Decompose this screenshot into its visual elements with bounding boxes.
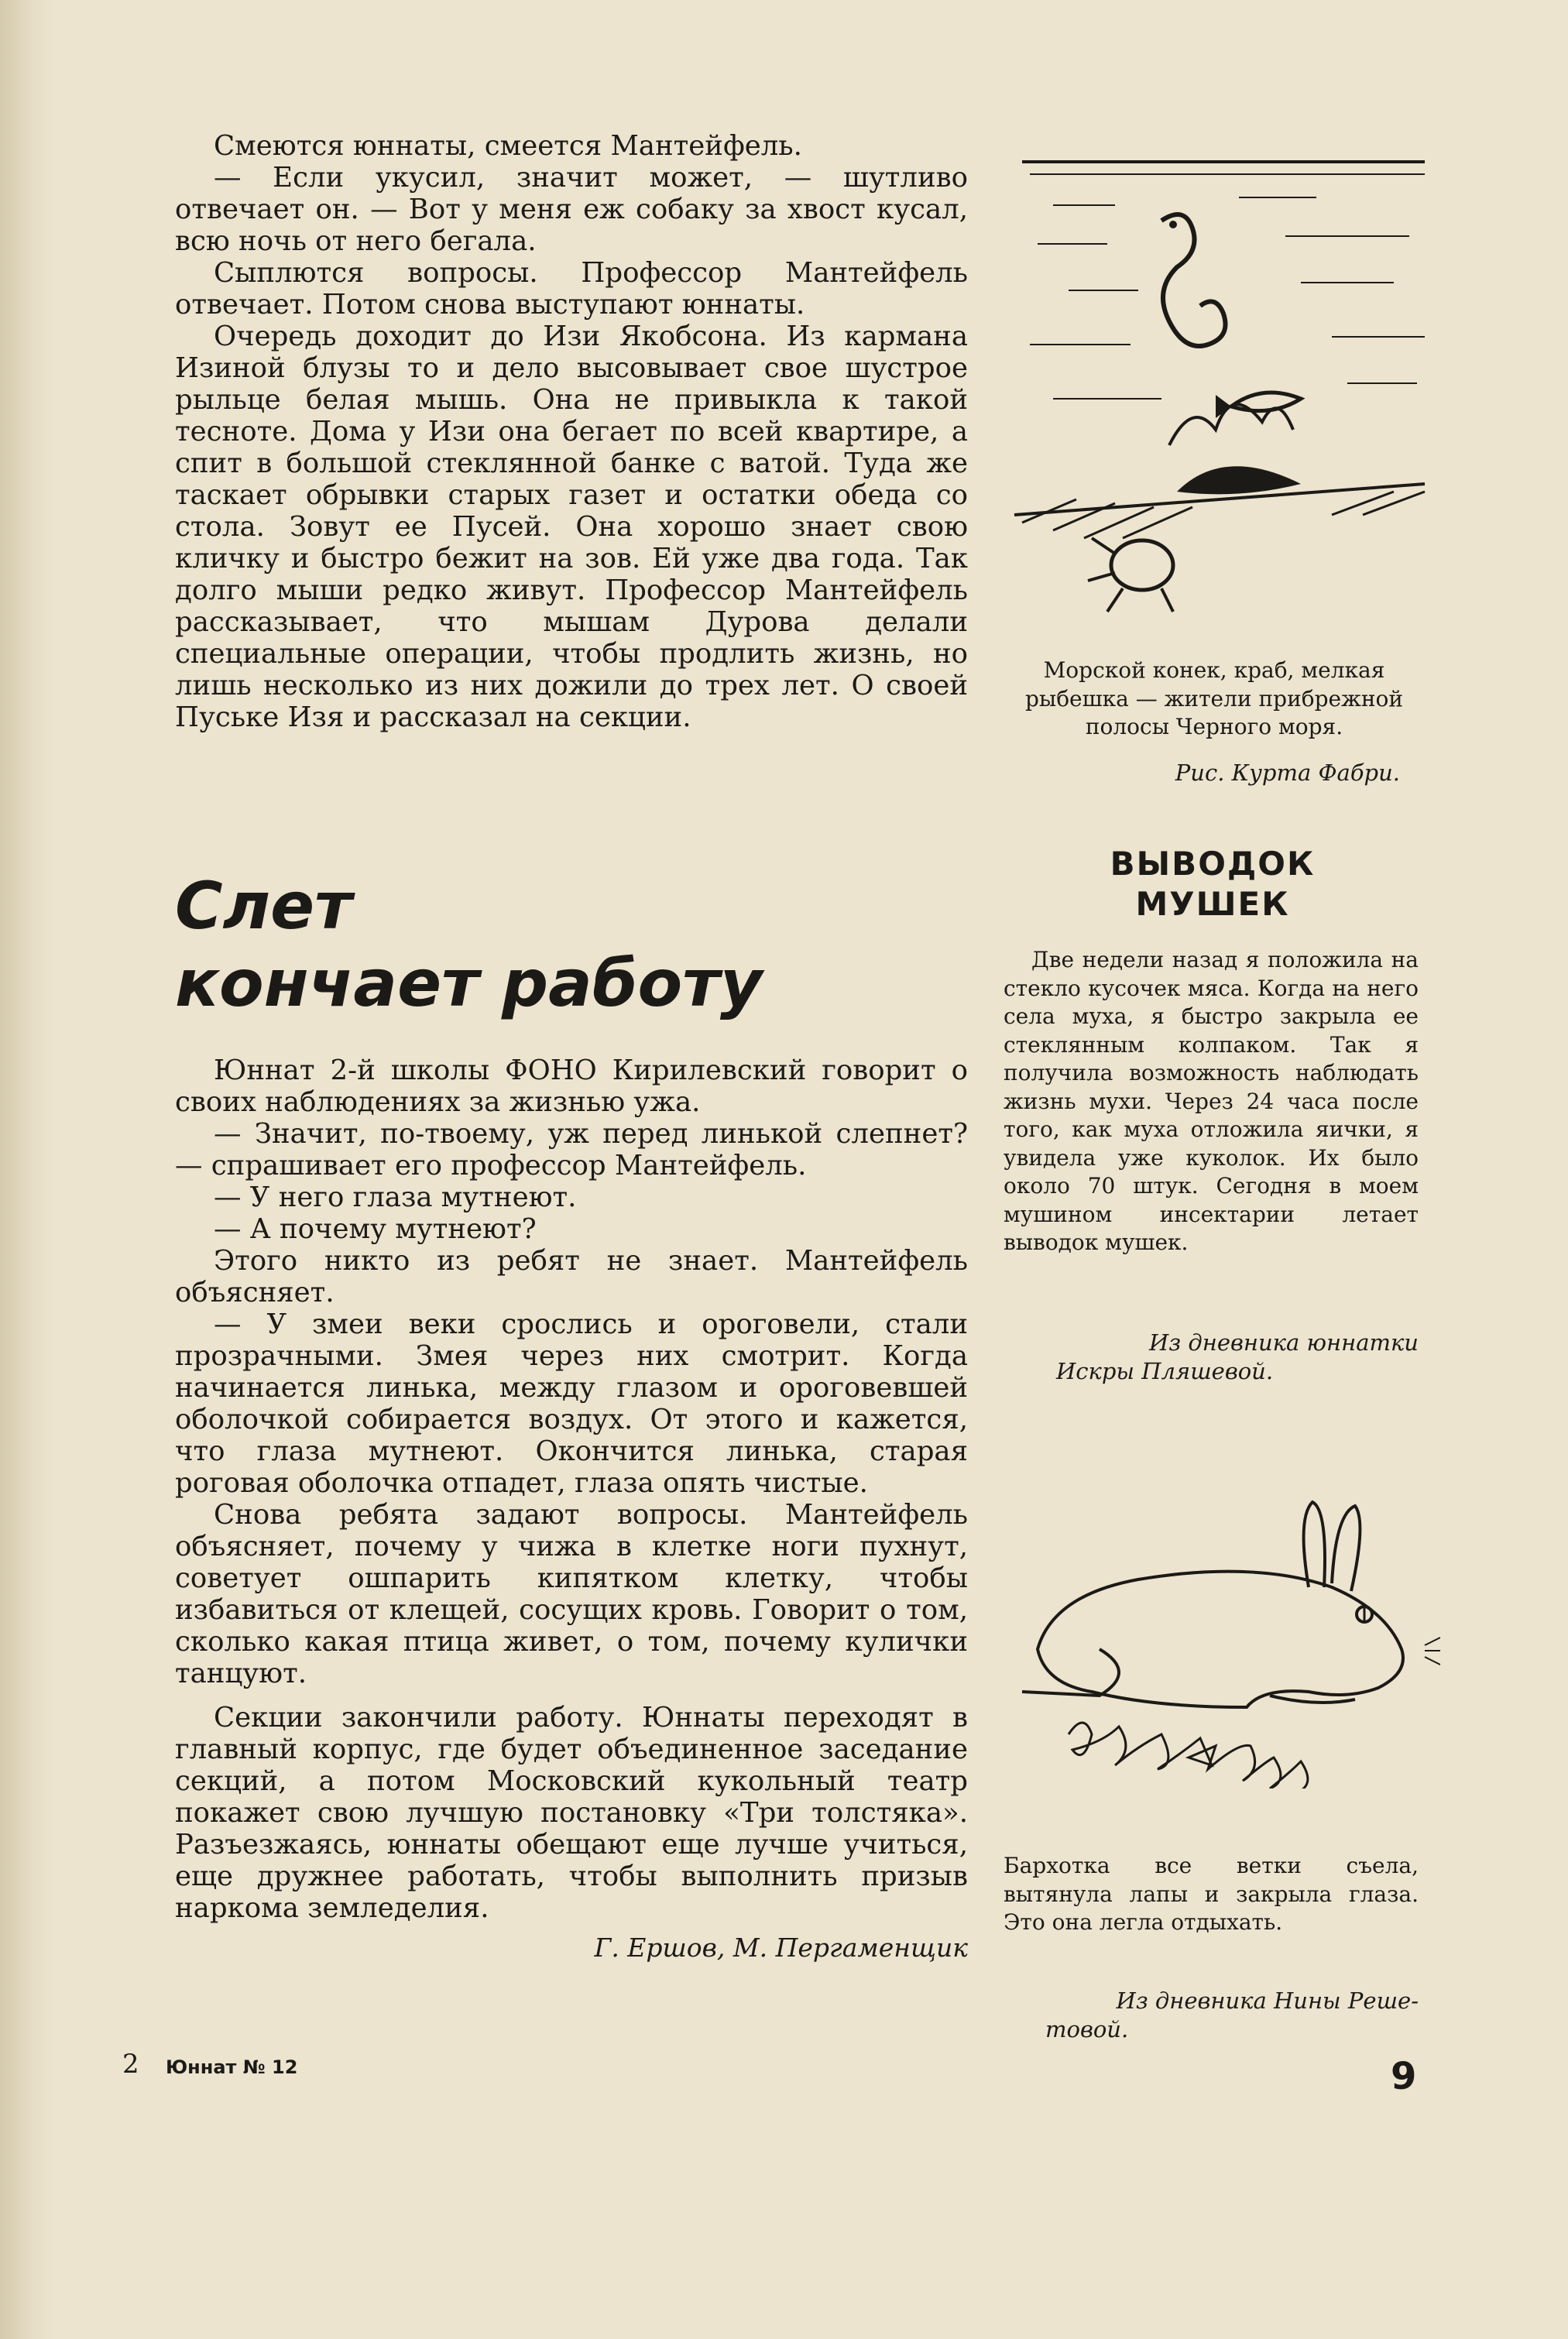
paragraph: Сыплются вопросы. Профессор Мантейфель отвечает. Потом снова выступают юннаты.	[175, 257, 968, 321]
figure-2-caption: Бархотка все ветки съела, вытянула лапы и закрыла глаза. Это она легла отдыхать.	[1004, 1853, 1419, 1935]
headline-line-1: Слет	[175, 868, 352, 944]
paragraph: Юннат 2-й школы ФОНО Кирилевский говорит о своих наблюдениях за жизнью ужа.	[175, 1055, 968, 1118]
note-source-line-2: Искры Пляшевой.	[1056, 1358, 1274, 1384]
paragraph: Секции закончили работу. Юннаты переходят в главный корпус, где будет объединенное заседание секций, а потом Московский кукольный театр покажет свою лучшую постановку «Три толстяка». Разъезжаясь, юннаты обещают еще лучше учиться, еще дружнее работать, чтобы выполнить призыв наркома земледелия.	[175, 1702, 968, 1924]
figure-2-source-line-1: Из дневника Нины Реше-	[1116, 1987, 1419, 2014]
figure-2-caption-block	[1004, 1852, 1419, 1937]
note-source-line-1: Из дневника юннатки	[1149, 1329, 1419, 1356]
paragraph: Снова ребята задают вопросы. Мантейфель объясняет, почему у чижа в клетке ноги пухнут, советует ошпарить кипятком клетку, чтобы избавиться от клещей, сосущих кровь. Говорит о том, сколько какая птица живет, о том, почему кулички танцуют.	[175, 1499, 968, 1689]
figure-1-credit: Рис. Курта Фабри.	[1175, 759, 1400, 786]
top-text-block	[175, 130, 968, 733]
note-source	[1004, 1329, 1419, 1386]
paragraph: Очередь доходит до Изи Якобсона. Из кармана Изиной блузы то и дело высовывает свое шустрое рыльце белая мышь. Она не привыкла к такой тесноте. Дома у Изи она бегает по всей квартире, а спит в большой стеклянной банке с ватой. Туда же таскает обрывки старых газет и остатки обеда со стола. Зовут ее Пусей. Она хорошо знает свою кличку и быстро бежит на зов. Ей уже два года. Так долго мыши редко живут. Профессор Мантейфель рассказывает, что мышам Дурова делали специальные операции, чтобы продлить жизнь, но лишь несколько из них дожили до трех лет. О своей Пуське Изя и рассказал на секции.	[175, 321, 968, 733]
note-title-line-2: МУШЕК	[1135, 885, 1290, 923]
sea-life-illustration	[1007, 151, 1440, 639]
paragraph: Этого никто из ребят не знает. Мантейфель объясняет.	[175, 1245, 968, 1308]
note-title	[1004, 844, 1422, 924]
headline-line-2: кончает работу	[175, 945, 763, 1021]
article-body	[175, 1055, 968, 1963]
figure-2-source-line-2: товой.	[1045, 2016, 1129, 2042]
paragraph: — Если укусил, значит может, — шутливо отвечает он. — Вот у меня еж собаку за хвост кусал, всю ночь от него бегала.	[175, 162, 968, 257]
page-binding-edge	[0, 0, 54, 2339]
figure-1-caption: Морской конек, краб, мелкая рыбешка — жители прибрежной полосы Черного моря.	[1024, 657, 1404, 739]
paragraph: — А почему мутнеют?	[214, 1213, 537, 1245]
journal-reference: Юннат № 12	[166, 2056, 298, 2078]
paragraph: — У змеи веки срослись и ороговели, стали прозрачными. Змея через них смотрит. Когда начинается линька, между глазом и ороговевшей оболочкой собирается воздух. От этого и кажется, что глаза мутнеют. Окончится линька, старая роговая оболочка отпадет, глаза опять чистые.	[175, 1308, 968, 1499]
paragraph: Смеются юннаты, смеется Мантейфель.	[214, 130, 802, 162]
article-signature: Г. Ершов, М. Пергаменщик	[594, 1933, 968, 1963]
signature-mark: 2	[122, 2049, 139, 2080]
figure-2-source	[1004, 1987, 1419, 2044]
figure-1-caption-block	[1007, 657, 1422, 787]
note-title-line-1: ВЫВОДОК	[1110, 845, 1316, 883]
note-body	[1004, 946, 1419, 1257]
paragraph: — У него глаза мутнеют.	[214, 1182, 577, 1213]
note-text: Две недели назад я положила на стекло кусочек мяса. Когда на него села муха, я быстро закрыла ее стеклянным колпаком. Так я получила возможность наблюдать жизнь мухи. Через 24 часа после того, как муха отложила яички, я увидела уже куколок. Их было около 70 штук. Сегодня в моем мушином инсектарии летает выводок мушек.	[1004, 947, 1419, 1255]
page-number: 9	[1391, 2055, 1417, 2098]
article-headline	[175, 867, 968, 1022]
paragraph: — Значит, по-твоему, уж перед линькой слепнет? — спрашивает его профессор Мантейфель.	[175, 1118, 968, 1182]
rabbit-illustration	[991, 1448, 1440, 1789]
